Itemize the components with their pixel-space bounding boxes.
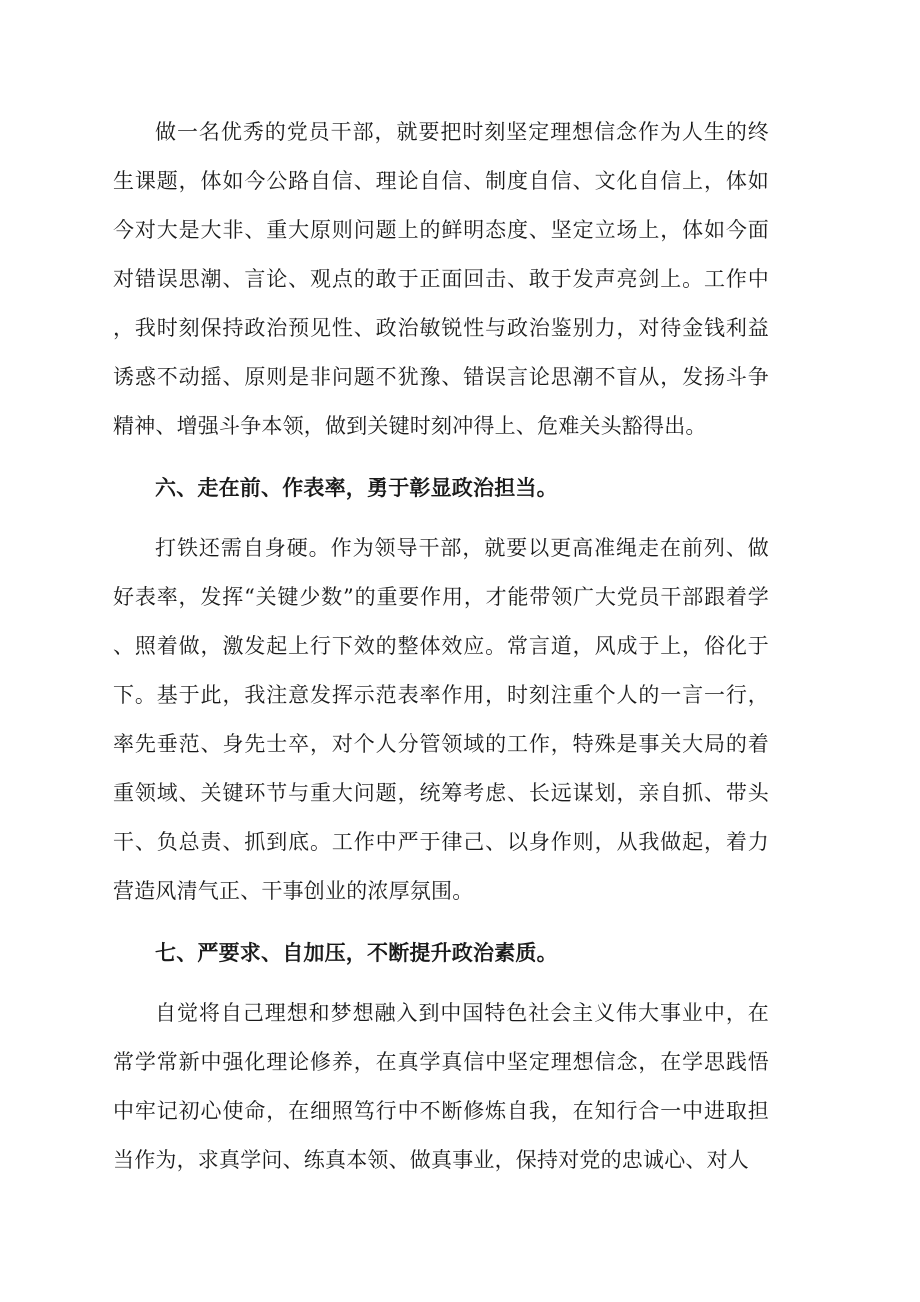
paragraph-leading-by-example: 打铁还需自身硬。作为领导干部，就要以更高准绳走在前列、做好表率，发挥“关键少数”的重要作用，才能带领广大党员干部跟着学、照着做，激发起上行下效的整体效应。常言道，风成于上，俗化于下。基于此，我注意发挥示范表率作用，时刻注重个人的一言一行，率先垂范、身先士卒，对个人分管领域的工作，特殊是事关大局的着重领域、关键环节与重大问题，统筹考虑、长远谋划，亲自抓、带头干、负总责、抓到底。工作中严于律己、以身作则，从我做起，着力营造风清气正、干事创业的浓厚氛围。 bbox=[113, 536, 769, 903]
section-heading-six: 六、走在前、作表率，勇于彰显政治担当。 bbox=[155, 475, 558, 500]
paragraph-political-belief: 做一名优秀的党员干部，就要把时刻坚定理想信念作为人生的终生课题，体如今公路自信、理论自信、制度自信、文化自信上，体如今对大是大非、重大原则问题上的鲜明态度、坚定立场上，体如今面对错误思潮、言论、观点的敢于正面回击、敢于发声亮剑上。工作中，我时刻保持政治预见性、政治敏锐性与政治鉴别力，对待金钱利益诱惑不动摇、原则是非问题不犹豫、错误言论思潮不盲从，发扬斗争精神、增强斗争本领，做到关键时刻冲得上、危难关头豁得出。 bbox=[113, 120, 769, 438]
document-body bbox=[113, 108, 769, 1185]
paragraph-self-improvement: 自觉将自己理想和梦想融入到中国特色社会主义伟大事业中，在常学常新中强化理论修养，在真学真信中坚定理想信念，在学思践悟中牢记初心使命，在细照笃行中不断修炼自我，在知行合一中进取担当作为，求真学问、练真本领、做真事业，保持对党的忠诚心、对人 bbox=[113, 1001, 769, 1172]
section-heading-seven: 七、严要求、自加压，不断提升政治素质。 bbox=[155, 940, 558, 965]
